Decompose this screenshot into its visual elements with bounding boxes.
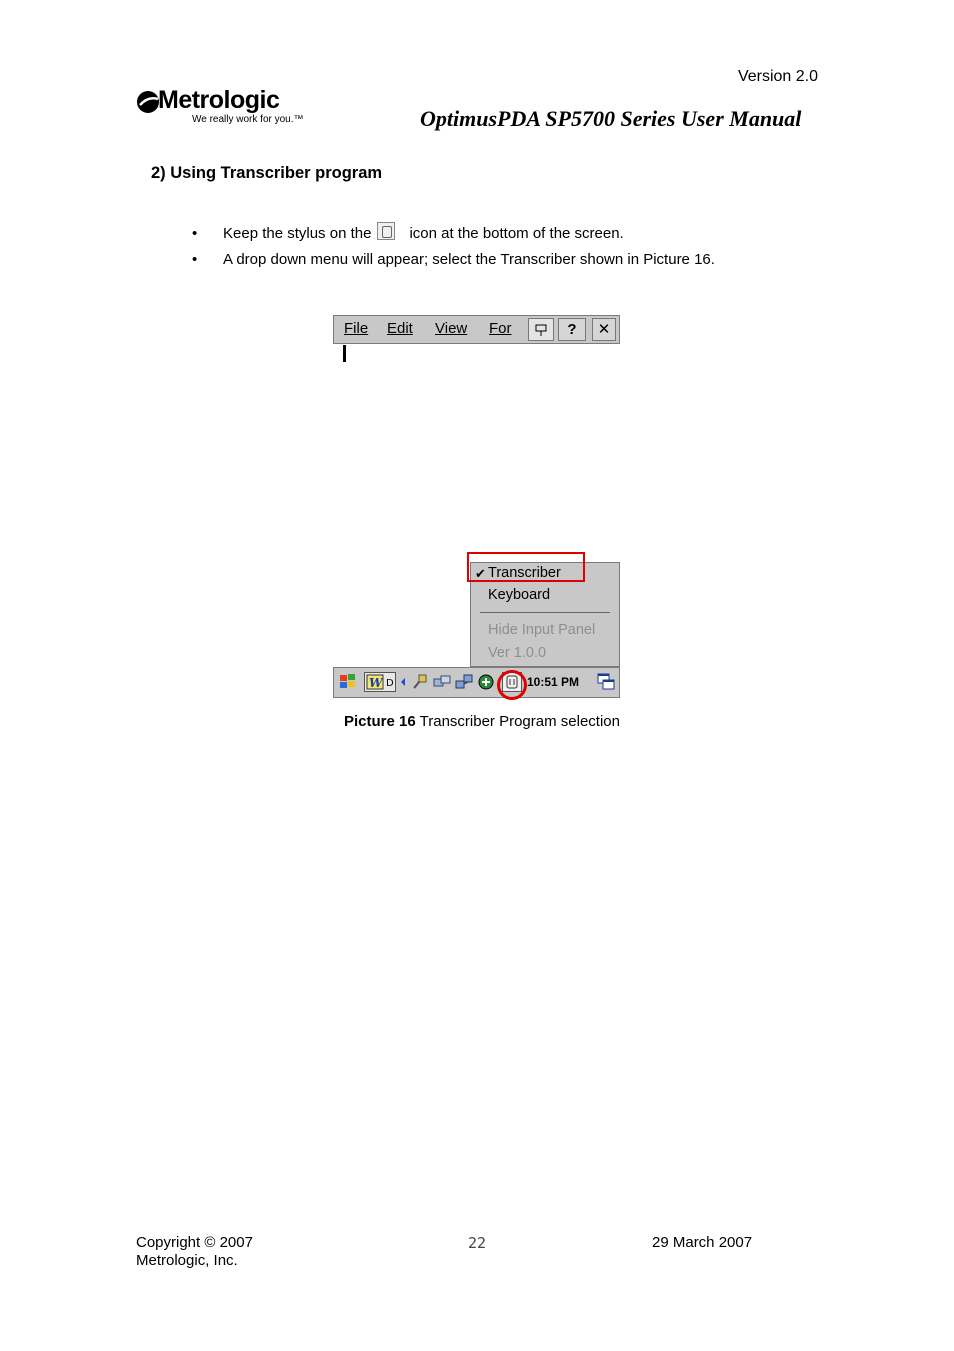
input-panel-highlight-circle: [497, 670, 527, 700]
metrologic-logo-mark-icon: [136, 90, 160, 114]
taskbar-clock[interactable]: 10:51 PM: [527, 675, 580, 689]
page-number: 22: [468, 1234, 487, 1252]
bullet-text-after: icon at the bottom of the screen.: [409, 225, 624, 242]
figure-caption: [344, 713, 620, 730]
power-plug-icon[interactable]: [410, 672, 430, 692]
menu-item-keyboard[interactable]: Keyboard: [488, 587, 551, 603]
connection-icon[interactable]: [432, 672, 452, 692]
text-cursor: [343, 345, 346, 362]
menu-item-version: Ver 1.0.0: [488, 645, 547, 661]
menu-item-hide-input-panel: Hide Input Panel: [488, 622, 596, 638]
caption-label: Picture 16: [344, 713, 416, 730]
help-icon: ?: [567, 321, 577, 338]
app-menubar: [333, 315, 620, 344]
list-item: [192, 220, 832, 246]
start-icon[interactable]: [338, 672, 358, 692]
bullet-text-before: Keep the stylus on the: [223, 225, 372, 242]
taskbar: [333, 667, 620, 698]
bullet-dot: •: [192, 251, 198, 268]
svg-text:W: W: [369, 676, 383, 690]
menu-separator: [480, 612, 610, 613]
desktop-windows-icon[interactable]: [596, 672, 618, 692]
wordpad-task-button[interactable]: [364, 672, 396, 692]
close-icon: ✕: [597, 321, 611, 338]
menu-format[interactable]: For: [489, 320, 512, 337]
bullet-dot: •: [192, 225, 198, 242]
input-panel-icon: [377, 222, 395, 240]
list-item: [192, 246, 832, 272]
logo-tagline: We really work for you.™: [192, 114, 304, 125]
footer-date: 29 March 2007: [652, 1234, 753, 1251]
document-version: Version 2.0: [737, 68, 818, 85]
network-icon[interactable]: [454, 672, 474, 692]
menu-item-transcriber[interactable]: Transcriber: [488, 565, 561, 581]
wireless-icon[interactable]: [476, 672, 496, 692]
manual-title: OptimusPDA SP5700 Series User Manual: [420, 106, 802, 131]
copyright-line-2: Metrologic, Inc.: [136, 1252, 238, 1269]
logo-wordmark: Metrologic: [158, 86, 280, 114]
instruction-list: [192, 220, 832, 272]
copyright-line-1: Copyright © 2007: [136, 1234, 253, 1251]
section-heading: 2) Using Transcriber program: [151, 164, 383, 182]
footer-copyright: [136, 1234, 253, 1270]
bullet-text: A drop down menu will appear; select the Transcriber shown in Picture 16.: [223, 251, 715, 268]
menu-edit[interactable]: Edit: [387, 320, 413, 337]
checkmark-icon: ✔: [475, 566, 486, 581]
menu-view[interactable]: View: [435, 320, 468, 337]
help-button[interactable]: [558, 318, 586, 341]
caption-text: Transcriber Program selection: [419, 713, 620, 730]
scroll-left-icon[interactable]: [398, 672, 408, 692]
menu-file[interactable]: File: [344, 320, 369, 337]
close-button[interactable]: [592, 318, 616, 341]
transcriber-highlight-box: [467, 552, 585, 582]
toolbar-tool-icon[interactable]: [528, 318, 554, 341]
svg-text:D: D: [386, 678, 394, 689]
metrologic-logo: [136, 86, 316, 128]
